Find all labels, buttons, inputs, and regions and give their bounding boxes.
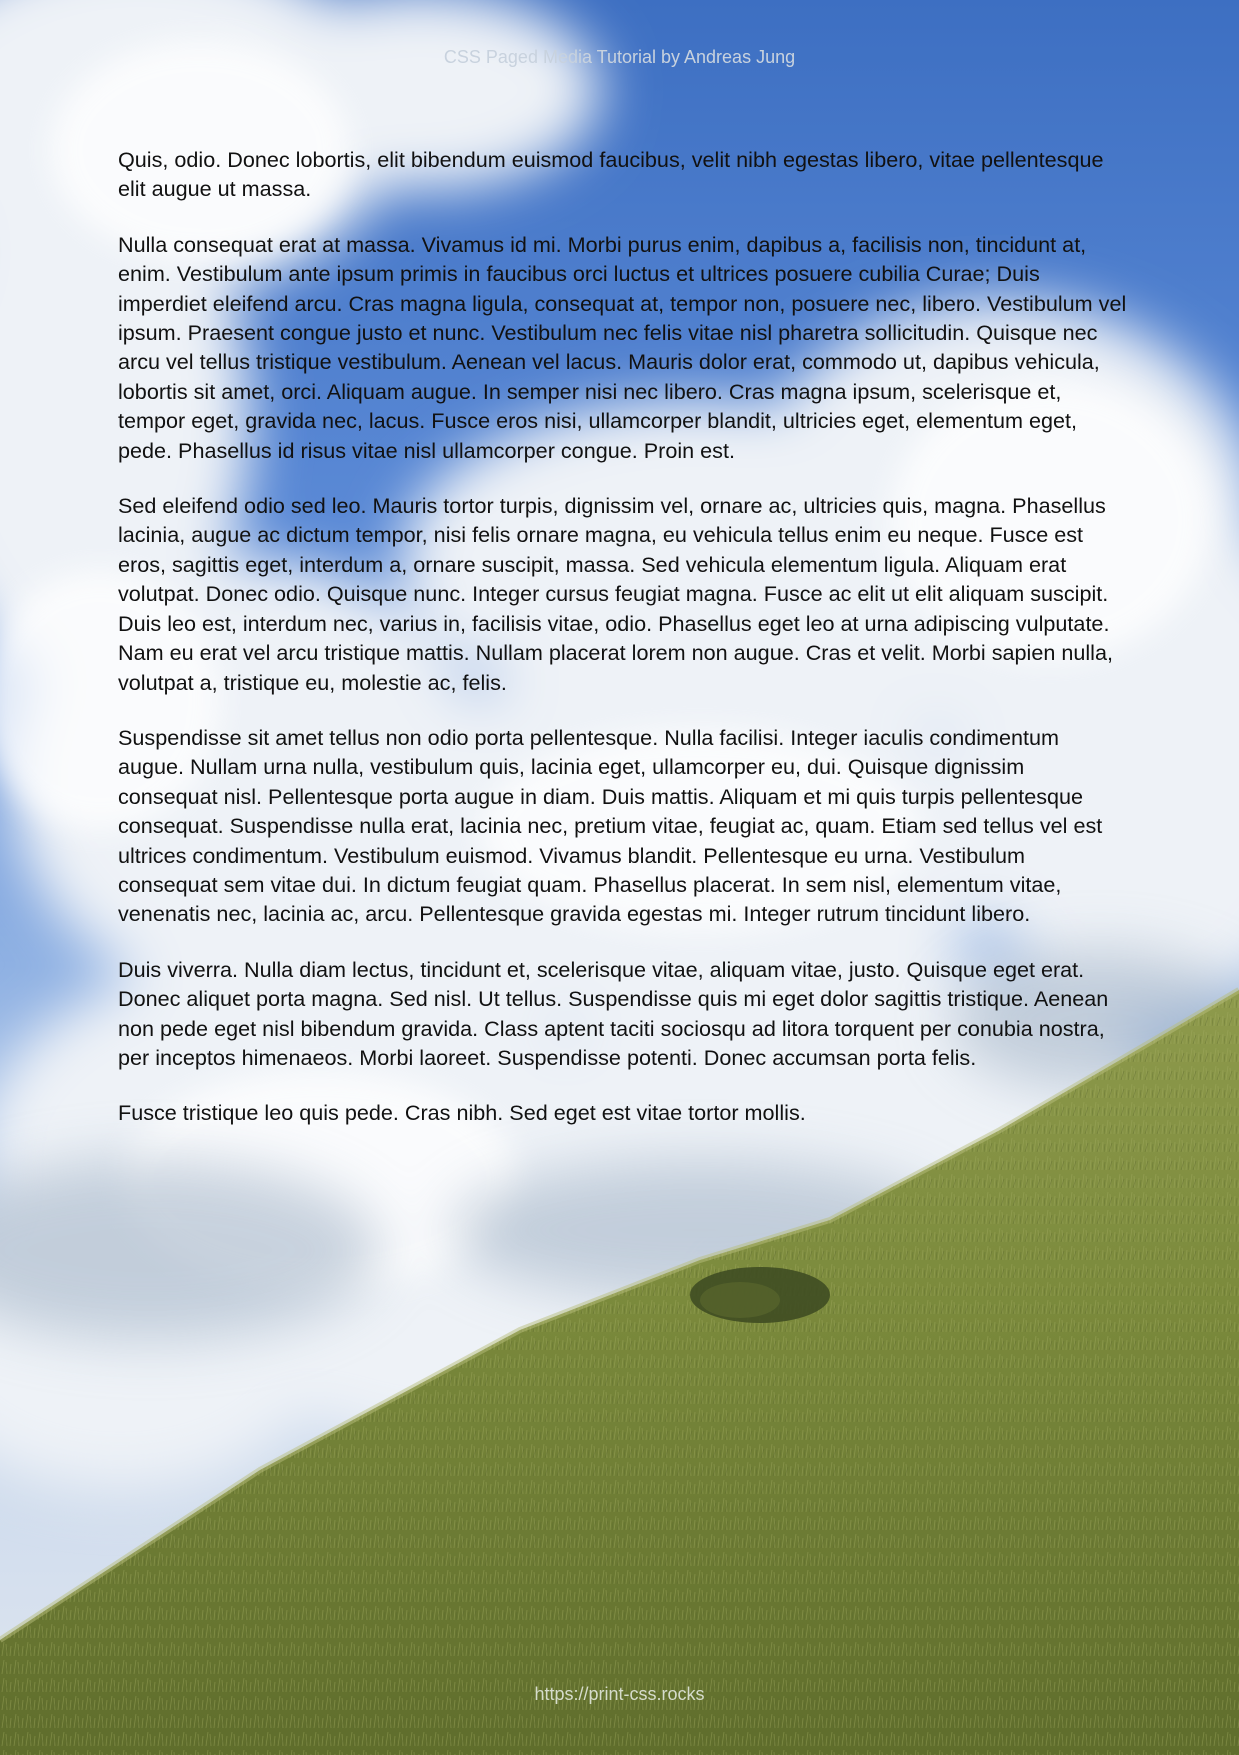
paragraph: Fusce tristique leo quis pede. Cras nibh. Sed eget est vitae tortor mollis. xyxy=(118,1100,806,1126)
paragraph: Nulla consequat erat at massa. Vivamus id mi. Morbi purus enim, dapibus a, facilisis non, tincidunt at, enim. Vestibulum ante ipsum primis in faucibus orci luctus et ultrices posuere cubilia Curae; Duis imperdiet eleifend arcu. Cras magna ligula, consequat at, tempor non, posuere nec, libero. Vestibulum vel ipsum. Praesent congue justo et nunc. Vestibulum nec felis vitae nisl pharetra sollicitudin. Quisque nec arcu vel tellus tristique vestibulum. Aenean vel lacus. Mauris dolor erat, commodo ut, dapibus vehicula, lobortis sit amet, orci. Aliquam augue. In semper nisi nec libero. Cras magna ipsum, scelerisque et, tempor eget, gravida nec, lacus. Fusce eros nisi, ullamcorper blandit, ultricies eget, elementum eget, pede. Phasellus id risus vitae nisl ullamcorper congue. Proin est. xyxy=(118,231,1127,463)
running-footer-url: https://print-css.rocks xyxy=(534,1684,705,1704)
paragraph: Quis, odio. Donec lobortis, elit bibendum euismod faucibus, velit nibh egestas libero, vitae pellentesque elit augue ut massa. xyxy=(118,147,1104,202)
body-text xyxy=(118,145,1128,1154)
paragraph: Suspendisse sit amet tellus non odio porta pellentesque. Nulla facilisi. Integer iaculis condimentum augue. Nullam urna nulla, vestibulum quis, lacinia eget, ullamcorper eu, dui. Quisque dignissim consequat nisl. Pellentesque porta augue in diam. Duis mattis. Aliquam et mi quis turpis pellentesque consequat. Suspendisse nulla erat, lacinia nec, pretium vitae, feugiat ac, quam. Etiam sed tellus vel est ultrices condimentum. Vestibulum euismod. Vivamus blandit. Pellentesque eu urna. Vestibulum consequat sem vitae dui. In dictum feugiat quam. Phasellus placerat. In sem nisl, elementum vitae, venenatis nec, lacinia ac, arcu. Pellentesque gravida egestas mi. Integer rutrum tincidunt libero. xyxy=(118,724,1103,927)
running-header: CSS Paged Media Tutorial by Andreas Jung xyxy=(443,47,796,67)
paragraph: Duis viverra. Nulla diam lectus, tincidunt et, scelerisque vitae, aliquam vitae, justo. Quisque eget erat. Donec aliquet porta magna. Sed nisl. Ut tellus. Suspendisse quis mi eget dolor sagittis tristique. Aenean non pede eget nisl bibendum gravida. Class aptent taciti sociosqu ad litora torquent per conubia nostra, per inceptos himenaeos. Morbi laoreet. Suspendisse potenti. Donec accumsan porta felis. xyxy=(118,956,1109,1070)
paragraph: Sed eleifend odio sed leo. Mauris tortor turpis, dignissim vel, ornare ac, ultricies quis, magna. Phasellus lacinia, augue ac dictum tempor, nisi felis ornare magna, eu vehicula tellus enim eu neque. Fusce est eros, sagittis eget, interdum a, ornare suscipit, massa. Sed vehicula elementum ligula. Aliquam erat volutpat. Donec odio. Quisque nunc. Integer cursus feugiat magna. Fusce ac elit ut elit aliquam suscipit. Duis leo est, interdum nec, varius in, facilisis vitae, odio. Phasellus eget leo at urna adipiscing vulputate. Nam eu erat vel arcu tristique mattis. Nullam placerat lorem non augue. Cras et velit. Morbi sapien nulla, volutpat a, tristique eu, molestie ac, felis. xyxy=(118,493,1113,695)
